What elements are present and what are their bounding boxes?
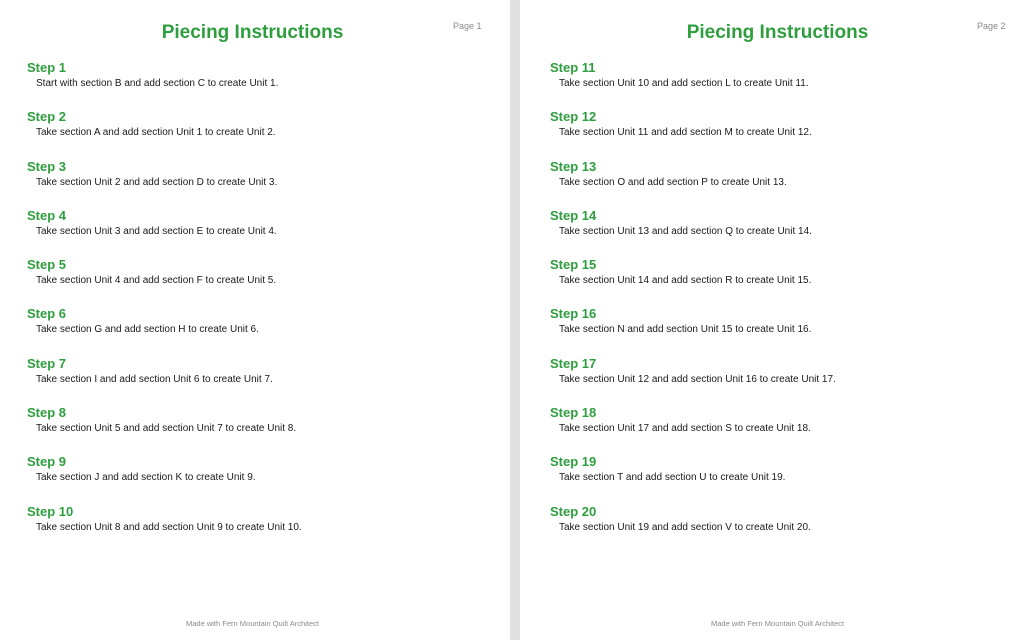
step-text: Take section Unit 2 and add section D to create Unit 3.	[36, 176, 278, 188]
step-item	[550, 158, 1024, 207]
step-heading: Step 11	[550, 60, 596, 75]
step-heading: Step 14	[550, 207, 597, 223]
step-item	[550, 453, 1024, 502]
step-item	[550, 108, 1024, 157]
step-item	[550, 207, 1024, 256]
step-text: Take section Unit 11 and add section M to create Unit 12.	[559, 127, 812, 139]
step-text: Take section Unit 8 and add section Unit 9 to create Unit 10.	[36, 521, 302, 533]
step-text: Take section O and add section P to create Unit 13.	[559, 176, 787, 188]
step-heading: Step 9	[27, 454, 67, 470]
step-heading: Step 19	[550, 454, 597, 470]
step-item	[550, 305, 1024, 354]
page-title: Piecing Instructions	[686, 22, 869, 43]
steps-list	[27, 59, 510, 552]
steps-list	[550, 59, 1024, 552]
step-heading: Step 16	[550, 306, 597, 322]
step-heading: Step 1	[27, 60, 67, 75]
step-text: Take section T and add section U to create Unit 19.	[559, 472, 786, 484]
step-heading: Step 2	[27, 109, 67, 125]
step-text: Take section Unit 10 and add section L to create Unit 11.	[559, 78, 809, 89]
step-item	[27, 207, 510, 256]
step-item	[27, 59, 510, 108]
step-text: Take section Unit 3 and add section E to create Unit 4.	[36, 225, 277, 237]
step-text: Take section Unit 12 and add section Unit 16 to create Unit 17.	[559, 373, 836, 385]
step-text: Start with section B and add section C to create Unit 1.	[36, 78, 279, 89]
page-footer: Made with Fern Mountain Quilt Architect	[186, 619, 319, 628]
step-heading: Step 7	[27, 355, 67, 371]
step-heading: Step 18	[550, 405, 597, 421]
step-heading: Step 17	[550, 355, 597, 371]
step-item	[550, 59, 1024, 108]
step-item	[27, 305, 510, 354]
step-heading: Step 6	[27, 306, 67, 322]
document-page-1	[0, 0, 510, 640]
step-text: Take section Unit 14 and add section R to create Unit 15.	[559, 275, 812, 287]
step-text: Take section N and add section Unit 15 to create Unit 16.	[559, 324, 812, 336]
step-text: Take section Unit 4 and add section F to create Unit 5.	[36, 275, 277, 287]
page-number-label: Page 2	[977, 21, 1006, 31]
step-heading: Step 8	[27, 405, 67, 421]
step-heading: Step 4	[27, 207, 67, 223]
document-page-2	[520, 0, 1024, 640]
step-heading: Step 20	[550, 503, 597, 519]
step-item	[550, 404, 1024, 453]
step-heading: Step 3	[27, 158, 67, 174]
step-heading: Step 10	[27, 503, 74, 519]
step-text: Take section A and add section Unit 1 to create Unit 2.	[36, 127, 276, 139]
step-item	[27, 256, 510, 305]
step-item	[27, 503, 510, 552]
step-item	[27, 158, 510, 207]
step-item	[550, 256, 1024, 305]
step-text: Take section I and add section Unit 6 to create Unit 7.	[36, 373, 273, 385]
step-heading: Step 12	[550, 109, 597, 125]
step-text: Take section G and add section H to create Unit 6.	[36, 324, 259, 336]
step-item	[550, 503, 1024, 552]
step-heading: Step 15	[550, 257, 597, 273]
step-text: Take section Unit 17 and add section S to create Unit 18.	[559, 423, 811, 435]
step-text: Take section Unit 13 and add section Q to create Unit 14.	[559, 225, 812, 237]
step-item	[27, 453, 510, 502]
step-item	[550, 355, 1024, 404]
step-item	[27, 108, 510, 157]
page-title: Piecing Instructions	[161, 22, 344, 43]
step-item	[27, 355, 510, 404]
step-heading: Step 13	[550, 158, 597, 174]
page-footer: Made with Fern Mountain Quilt Architect	[711, 619, 844, 628]
step-text: Take section Unit 5 and add section Unit 7 to create Unit 8.	[36, 423, 297, 435]
page-number-label: Page 1	[453, 21, 482, 31]
step-item	[27, 404, 510, 453]
step-heading: Step 5	[27, 257, 67, 273]
step-text: Take section Unit 19 and add section V to create Unit 20.	[559, 521, 811, 533]
step-text: Take section J and add section K to create Unit 9.	[36, 472, 256, 484]
